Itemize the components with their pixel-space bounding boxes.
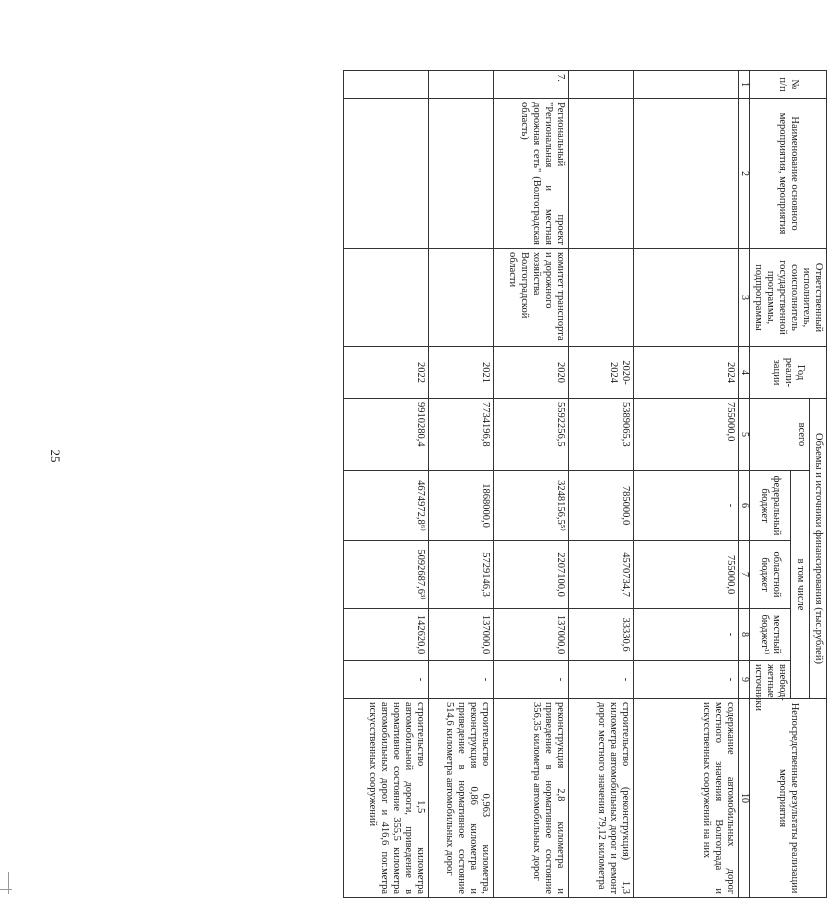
table-row	[634, 71, 739, 898]
header-results: Непосредственные результаты реализации мероприятия	[750, 699, 827, 898]
row-year: 2024	[634, 347, 739, 399]
row-extrabudget: -	[429, 661, 494, 699]
header-local: местный бюджет¹⁾	[750, 609, 791, 661]
row-responsible: комитет транспорта и дорожного хозяйства Волгоградской области	[494, 249, 569, 347]
row-total: 5389065,3	[569, 399, 634, 471]
column-number: 8	[739, 609, 750, 661]
column-number: 9	[739, 661, 750, 699]
table-row	[494, 71, 569, 898]
row-local: 142620,0	[344, 609, 429, 661]
row-extrabudget: -	[569, 661, 634, 699]
table-row	[344, 71, 429, 898]
row-regional: 4570734,7	[569, 541, 634, 609]
header-funding-group: Объемы и источники финансирования (тыс.рублей)	[810, 399, 827, 699]
rotated-sheet	[367, 70, 827, 897]
row-federal: 1868000,0	[429, 471, 494, 541]
row-results: реконструкция 2,8 километра и приведение в нормативное состояние 356,35 километра автомобильных дорог	[494, 699, 569, 898]
scan-edge-mark	[8, 872, 9, 894]
row-no	[344, 71, 429, 99]
row-local: -	[634, 609, 739, 661]
column-number: 7	[739, 541, 750, 609]
row-responsible	[569, 249, 634, 347]
row-extrabudget: -	[634, 661, 739, 699]
row-name: Региональный проект "Региональная и местная дорожная сеть" (Волгоградская область)	[494, 99, 569, 249]
column-number: 4	[739, 347, 750, 399]
header-total: всего	[750, 399, 810, 471]
row-year: 2020	[494, 347, 569, 399]
table-row	[429, 71, 494, 898]
column-number: 3	[739, 249, 750, 347]
row-regional: 755000,0	[634, 541, 739, 609]
row-responsible	[344, 249, 429, 347]
header-including: в том числе	[791, 471, 810, 699]
row-year: 2020-2024	[569, 347, 634, 399]
column-number: 2	[739, 99, 750, 249]
row-total: 9910280,4	[344, 399, 429, 471]
row-no	[634, 71, 739, 99]
column-number: 10	[739, 699, 750, 898]
row-name	[429, 99, 494, 249]
page-number: 25	[48, 449, 63, 463]
column-number: 6	[739, 471, 750, 541]
header-extrabudget: внебюд-жетные источники	[750, 661, 791, 699]
row-total: 5592256,5	[494, 399, 569, 471]
row-regional: 5092687,6³⁾	[344, 541, 429, 609]
row-total: 755000,0	[634, 399, 739, 471]
header-responsible: Ответственный исполнитель, соисполнитель государственной программы, подпрограммы	[750, 249, 827, 347]
row-results: содержание автомобильных дорог местного значения Волгограда и искусственных сооружений на них	[634, 699, 739, 898]
row-federal: 785000,0	[569, 471, 634, 541]
row-responsible	[634, 249, 739, 347]
header-no: № п/п	[750, 71, 827, 99]
row-no	[569, 71, 634, 99]
table-row	[569, 71, 634, 898]
row-no	[429, 71, 494, 99]
header-name: Наименование основного мероприятия, мероприятия	[750, 99, 827, 249]
row-total: 7734196,8	[429, 399, 494, 471]
row-year: 2022	[344, 347, 429, 399]
row-extrabudget: -	[494, 661, 569, 699]
row-federal: -	[634, 471, 739, 541]
row-name	[569, 99, 634, 249]
row-name	[634, 99, 739, 249]
column-number: 1	[739, 71, 750, 99]
column-number-row	[739, 71, 750, 898]
row-results: строительство 0,963 километра, реконструкция 0,86 километра и приведение в нормативное состояние 514,6 километра автомобильных дорог	[429, 699, 494, 898]
header-federal: федеральный бюджет	[750, 471, 791, 541]
column-number: 5	[739, 399, 750, 471]
row-results: строительство 1,5 километра автомобильной дороги, приведение в нормативное состояние 355,5 километра автомобильных дорог и 416,6 пог.метра искусственных сооружений	[344, 699, 429, 898]
row-regional: 5729146,3	[429, 541, 494, 609]
header-year: Год реали-зации	[750, 347, 827, 399]
row-local: 137000,0	[429, 609, 494, 661]
row-local: 33330,6	[569, 609, 634, 661]
funding-table	[343, 70, 827, 898]
row-no: 7.	[494, 71, 569, 99]
row-federal: 3248156,5⁵⁾	[494, 471, 569, 541]
row-extrabudget: -	[344, 661, 429, 699]
row-regional: 2207100,0	[494, 541, 569, 609]
row-results: строительство (реконструкция) 1,3 километра автомобильных дорог и ремонт дорог местного значения 79,12 километра	[569, 699, 634, 898]
row-year: 2021	[429, 347, 494, 399]
header-regional: областной бюджет	[750, 541, 791, 609]
row-local: 137000,0	[494, 609, 569, 661]
row-federal: 4674972,8⁶⁾	[344, 471, 429, 541]
scan-edge-mark	[0, 889, 12, 890]
row-name	[344, 99, 429, 249]
row-responsible	[429, 249, 494, 347]
